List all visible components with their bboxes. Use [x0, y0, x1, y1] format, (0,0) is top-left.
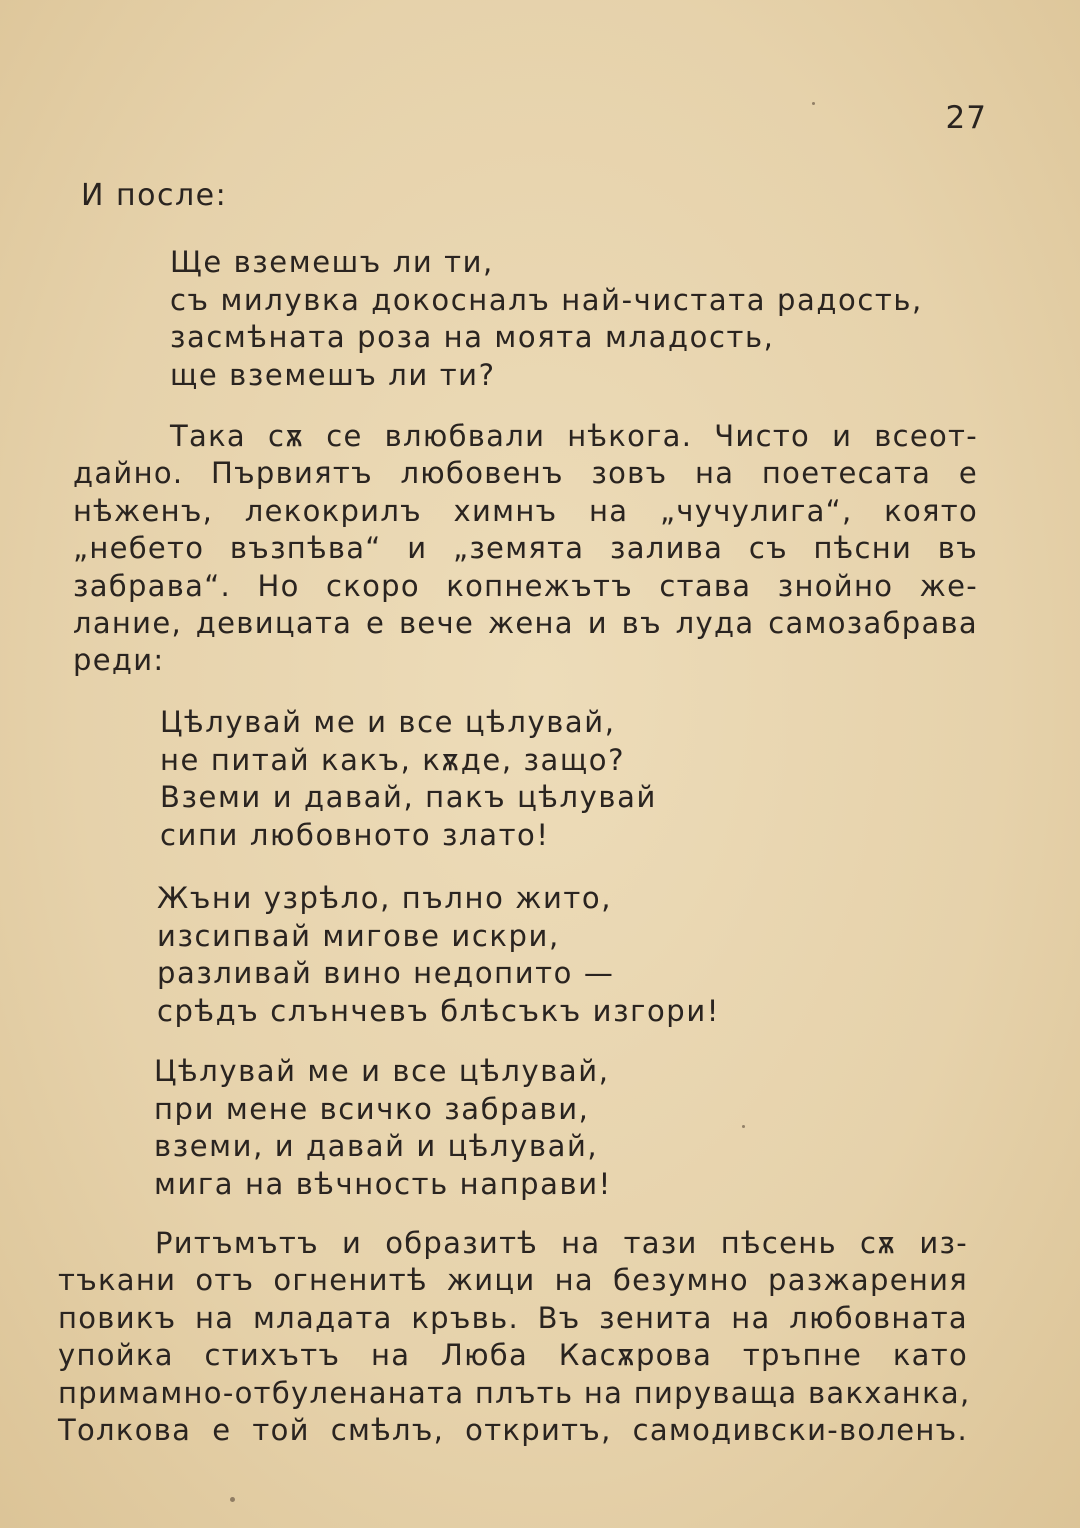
poem-line: ще вземешъ ли ти?: [170, 357, 496, 392]
poem-line: разливай вино недопито —: [157, 956, 615, 990]
poem-2-stanza-1: [160, 704, 657, 854]
paper-speck: [742, 1125, 745, 1128]
poem-line: съ милувка докосналъ най-чистата радость,: [170, 282, 923, 317]
poem-line: при мене всичко забрави,: [154, 1091, 590, 1126]
poem-line: мига на вѣчность направи!: [154, 1166, 612, 1201]
paragraph-line: забрава“. Но скоро копнежътъ става знойно же-: [73, 568, 978, 603]
paragraph-line: реди:: [73, 643, 165, 678]
paper-speck: [812, 102, 815, 105]
paragraph-line: примамно-отбуленаната плъть на пируваща вакханка,: [58, 1375, 971, 1410]
poem-2-stanza-3: [154, 1053, 612, 1203]
poem-line: не питай какъ, кѫде, защо?: [160, 742, 626, 777]
paragraph-line: дайно. Първиятъ любовенъ зовъ на поетесата е: [73, 456, 978, 491]
paragraph-line: упойка стихътъ на Люба Касѫрова тръпне като: [58, 1338, 968, 1373]
poem-1: [170, 244, 923, 394]
paragraph-line: „небето възпѣва“ и „земята залива съ пѣсни въ: [73, 531, 978, 566]
paragraph-line: Ритъмътъ и образитѣ на тази пѣсень сѫ из-: [155, 1226, 968, 1260]
paragraph-line: нѣженъ, лекокрилъ химнъ на „чучулига“, която: [73, 493, 978, 528]
paragraph-2: [58, 1225, 971, 1449]
poem-line: срѣдъ слънчевъ блѣсъкъ изгори!: [157, 993, 720, 1028]
poem-line: вземи, и давай и цѣлувай,: [154, 1129, 599, 1163]
poem-line: Цѣлувай ме и все цѣлувай,: [154, 1054, 610, 1088]
poem-line: Цѣлувай ме и все цѣлувай,: [160, 705, 616, 739]
paragraph-line: лание, девицата е вече жена и въ луда самозабрава: [73, 606, 978, 641]
poem-line: Вземи и давай, пакъ цѣлувай: [160, 780, 657, 814]
poem-2-stanza-2: [157, 880, 720, 1030]
poem-line: сипи любовното злато!: [160, 817, 550, 852]
poem-line: засмѣната роза на моята младость,: [170, 320, 775, 354]
intro-line: И после:: [81, 178, 228, 213]
poem-line: Ще вземешъ ли ти,: [170, 245, 494, 279]
page-number: 27: [945, 100, 987, 136]
paper-speck: [230, 1497, 235, 1502]
paragraph-line: повикъ на младата кръвь. Въ зенита на любовната: [58, 1300, 968, 1335]
paragraph-line: Така сѫ се влюбвали нѣкога. Чисто и всеот-: [170, 419, 978, 453]
paragraph-line: тъкани отъ огненитѣ жици на безумно разжарения: [58, 1263, 968, 1298]
paragraph-line: Толкова е той смѣлъ, откритъ, самодивски-воленъ.: [58, 1413, 968, 1448]
poem-line: Жъни узрѣло, пълно жито,: [157, 881, 613, 915]
poem-line: изсипвай мигове искри,: [157, 918, 560, 953]
paragraph-1: [73, 418, 978, 680]
